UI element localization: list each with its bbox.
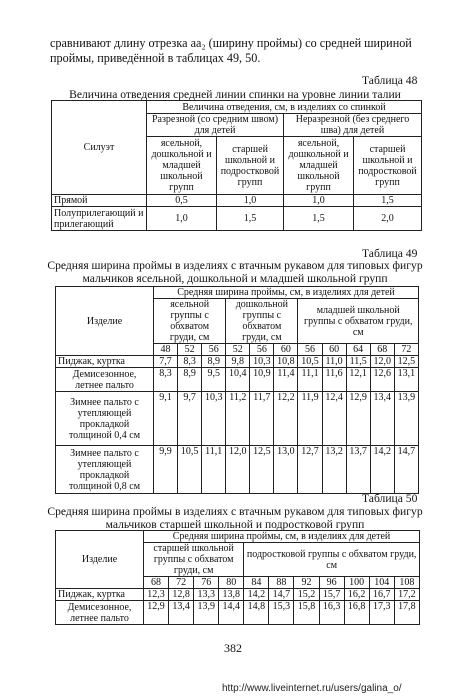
table48-label: Таблица 48: [362, 74, 418, 87]
t50-cell: 14,4: [219, 601, 244, 625]
t49-cell: 11,9: [298, 392, 322, 446]
t49-cell: 10,5: [178, 446, 202, 494]
t50-size: 92: [294, 577, 319, 589]
page-number: 382: [224, 641, 242, 655]
t49-cell: 10,3: [202, 392, 226, 446]
t48-h-sub: Неразрезной (без среднего шва) для детей: [284, 114, 422, 137]
t49-cell: 11,7: [250, 392, 274, 446]
t48-h-col: старшей школьной и подростковой групп: [217, 137, 284, 195]
t49-cell: 9,5: [202, 368, 226, 392]
t50-cell: 13,3: [194, 589, 219, 601]
t50-h-item: Изделие: [56, 531, 144, 589]
t49-size: 64: [346, 344, 370, 356]
t49-size: 68: [370, 344, 394, 356]
t50-cell: 14,7: [269, 589, 294, 601]
t49-size: 60: [322, 344, 346, 356]
t49-cell: 13,7: [346, 446, 370, 494]
t49-cell: 12,5: [394, 356, 418, 368]
t49-cell: 12,1: [346, 368, 370, 392]
t48-cell: 1,0: [284, 195, 354, 207]
t49-cell: 11,2: [226, 392, 250, 446]
t50-size: 96: [319, 577, 344, 589]
t50-row-label: Демисезонное, летнее пальто: [56, 601, 144, 625]
t50-cell: 15,3: [269, 601, 294, 625]
t48-row-label: Прямой: [52, 195, 147, 207]
t50-h-sub: подростковой группы с обхватом груди, см: [244, 543, 420, 577]
t49-row-label: Пиджак, куртка: [56, 356, 154, 368]
t49-size: 52: [226, 344, 250, 356]
table49: [55, 286, 419, 494]
t49-cell: 8,3: [154, 368, 178, 392]
t49-cell: 12,7: [298, 446, 322, 494]
t48-cell: 0,5: [147, 195, 217, 207]
table-row: [56, 356, 419, 368]
t50-size: 76: [194, 577, 219, 589]
t50-cell: 13,8: [219, 589, 244, 601]
t50-cell: 16,7: [369, 589, 394, 601]
t49-cell: 12,0: [370, 356, 394, 368]
t50-size: 100: [344, 577, 369, 589]
t49-cell: 11,6: [322, 368, 346, 392]
t50-cell: 13,4: [169, 601, 194, 625]
t48-h-col: старшей школьной и подростковой групп: [354, 137, 422, 195]
footer-url[interactable]: http://www.liveinternet.ru/users/galina_o/: [222, 683, 402, 694]
t49-cell: 10,9: [250, 368, 274, 392]
t50-size: 108: [394, 577, 419, 589]
t48-cell: 1,5: [284, 207, 354, 231]
t48-cell: 1,5: [354, 195, 422, 207]
t48-h-group: Величина отведения, см, в изделиях со спинкой: [147, 101, 422, 114]
t48-cell: 1,5: [217, 207, 284, 231]
t49-cell: 12,0: [226, 446, 250, 494]
t50-cell: 15,8: [294, 601, 319, 625]
t49-cell: 13,2: [322, 446, 346, 494]
t50-cell: 12,8: [169, 589, 194, 601]
t50-size: 104: [369, 577, 394, 589]
t50-size: 68: [144, 577, 169, 589]
t49-row-label: Демисезонное, летнее пальто: [56, 368, 154, 392]
t49-cell: 12,6: [370, 368, 394, 392]
t49-h-item: Изделие: [56, 287, 154, 356]
t49-cell: 12,9: [346, 392, 370, 446]
table49-label: Таблица 49: [362, 247, 418, 260]
t49-cell: 13,4: [370, 392, 394, 446]
t50-cell: 16,3: [319, 601, 344, 625]
t50-cell: 15,7: [319, 589, 344, 601]
t49-h-sub: ясельной группы с обхватом груди, см: [154, 299, 226, 344]
t49-size: 56: [202, 344, 226, 356]
t48-h-silhouette: Силуэт: [52, 101, 147, 195]
t49-cell: 10,3: [250, 356, 274, 368]
t48-cell: 2,0: [354, 207, 422, 231]
t49-size: 60: [274, 344, 298, 356]
table-row: [56, 446, 419, 494]
table50-label: Таблица 50: [362, 492, 418, 505]
t50-cell: 15,2: [294, 589, 319, 601]
t50-cell: 12,3: [144, 589, 169, 601]
t49-size: 72: [394, 344, 418, 356]
t49-cell: 11,0: [322, 356, 346, 368]
t49-row-label: Зимнее пальто с утепляющей прокладкой толщиной 0,4 см: [56, 392, 154, 446]
t50-cell: 12,9: [144, 601, 169, 625]
t48-cell: 1,0: [217, 195, 284, 207]
table-row: [56, 392, 419, 446]
table50: [55, 530, 420, 625]
t50-cell: 17,8: [394, 601, 419, 625]
t49-cell: 10,5: [298, 356, 322, 368]
t49-cell: 12,2: [274, 392, 298, 446]
table-row: [52, 207, 422, 231]
t49-size: 56: [250, 344, 274, 356]
table48: [51, 100, 422, 231]
t48-h-sub: Разрезной (со средним швом) для детей: [147, 114, 284, 137]
t50-size: 80: [219, 577, 244, 589]
t50-size: 72: [169, 577, 194, 589]
t50-cell: 17,3: [369, 601, 394, 625]
t49-cell: 11,5: [346, 356, 370, 368]
t50-h-group: Средняя ширина проймы, см, в изделиях для детей: [144, 531, 420, 543]
t49-size: 56: [298, 344, 322, 356]
t49-cell: 13,0: [274, 446, 298, 494]
t49-cell: 11,4: [274, 368, 298, 392]
t49-cell: 11,1: [298, 368, 322, 392]
t49-cell: 12,4: [322, 392, 346, 446]
t50-h-sub: старшей школьной группы с обхватом груди, см: [144, 543, 244, 577]
t49-cell: 9,8: [226, 356, 250, 368]
table-row: [56, 589, 420, 601]
t49-cell: 8,3: [178, 356, 202, 368]
table-row: [56, 368, 419, 392]
t49-cell: 14,2: [370, 446, 394, 494]
t48-cell: 1,0: [147, 207, 217, 231]
table49-title: Средняя ширина проймы в изделиях с втачным рукавом для типовых фигур мальчиков ясельной, дошкольной и младшей школьной групп: [47, 259, 423, 285]
t49-cell: 9,1: [154, 392, 178, 446]
t49-cell: 10,8: [274, 356, 298, 368]
table-row: [56, 601, 420, 625]
t50-row-label: Пиджак, куртка: [56, 589, 144, 601]
t49-cell: 11,1: [202, 446, 226, 494]
t49-cell: 13,1: [394, 368, 418, 392]
t49-h-group: Средняя ширина проймы, см, в изделиях для детей: [154, 287, 419, 299]
t49-cell: 7,7: [154, 356, 178, 368]
table50-title: Средняя ширина проймы в изделиях с втачным рукавом для типовых фигур мальчиков старшей школьной и подростковой групп: [47, 505, 423, 531]
t49-size: 48: [154, 344, 178, 356]
intro-paragraph: сравнивают длину отрезка аа₂ (ширину проймы) со средней шириной проймы, приведённой в таблицах 49, 50.: [50, 36, 412, 65]
t49-cell: 12,5: [250, 446, 274, 494]
t49-cell: 8,9: [202, 356, 226, 368]
t49-row-label: Зимнее пальто с утепляющей прокладкой толщиной 0,8 см: [56, 446, 154, 494]
table-row: [52, 195, 422, 207]
t50-cell: 14,8: [244, 601, 269, 625]
t49-size: 52: [178, 344, 202, 356]
t48-h-col: ясельной, дошкольной и младшей школьной групп: [147, 137, 217, 195]
t50-cell: 17,2: [394, 589, 419, 601]
t50-size: 88: [269, 577, 294, 589]
t50-cell: 16,2: [344, 589, 369, 601]
t49-cell: 10,4: [226, 368, 250, 392]
t50-cell: 16,8: [344, 601, 369, 625]
t49-h-sub: младшей школьной группы с обхватом груди, см: [298, 299, 419, 344]
t49-h-sub: дошкольной группы с обхватом груди, см: [226, 299, 298, 344]
table48-title: Величина отведения средней линии спинки на уровне линии талии: [69, 88, 401, 101]
t50-size: 84: [244, 577, 269, 589]
t49-cell: 9,7: [178, 392, 202, 446]
t49-cell: 8,9: [178, 368, 202, 392]
t49-cell: 14,7: [394, 446, 418, 494]
t50-cell: 14,2: [244, 589, 269, 601]
t48-row-label: Полуприлегающий и прилегающий: [52, 207, 147, 231]
t49-cell: 9,9: [154, 446, 178, 494]
t49-cell: 13,9: [394, 392, 418, 446]
t50-cell: 13,9: [194, 601, 219, 625]
t48-h-col: ясельной, дошкольной и младшей школьной групп: [284, 137, 354, 195]
